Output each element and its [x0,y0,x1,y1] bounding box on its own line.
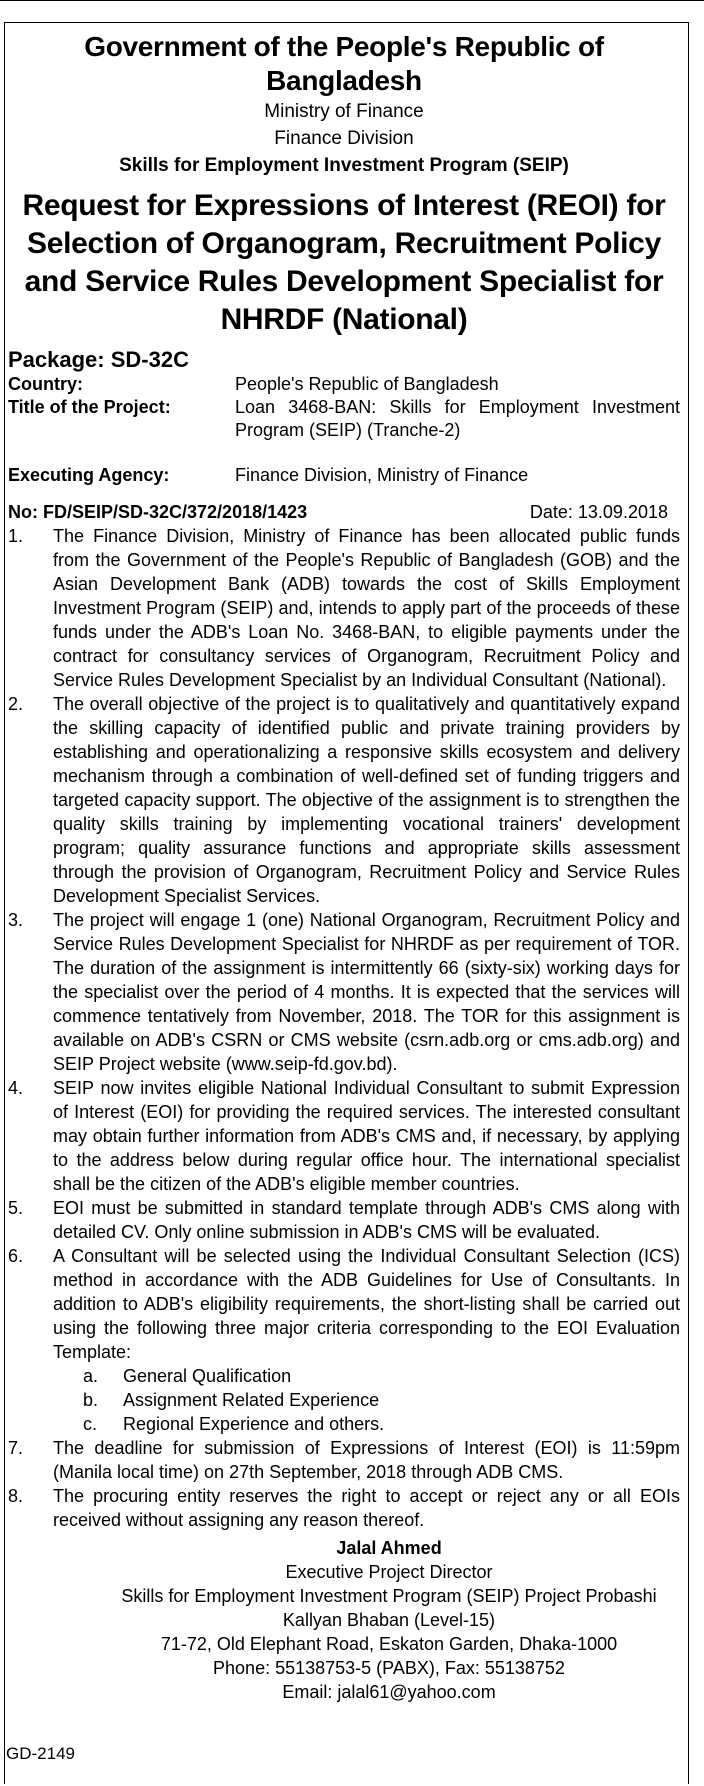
project-row [8,396,680,442]
criteria-text: Assignment Related Experience [123,1390,380,1410]
agency-value: Finance Division, Ministry of Finance [235,465,529,485]
program-line: Skills for Employment Investment Program (SEIP) [119,155,569,176]
criteria-text: General Qualification [123,1366,292,1386]
top-rule [0,0,704,1]
criteria-item [53,1388,680,1412]
agency-row [8,464,680,487]
item-text: The Finance Division, Ministry of Finance has been allocated public funds from the Government of the People's Republic of Bangladesh (GOB) and the Asian Development Bank (ADB) towards the cost of Skills Employment Investment Program (SEIP) and, intends to apply part of the proceeds of these funds under the ADB's Loan No. 3468-BAN, to eligible payments under the contract for consultancy services of Organogram, Recruitment Policy and Service Rules Development Specialist by an Individual Consultant (National). [53,526,680,690]
ministry-line: Ministry of Finance [264,101,424,122]
item-text: SEIP now invites eligible National Individual Consultant to submit Expression of Interest (EOI) for providing the required services. The interested consultant may obtain further information from ADB's CMS and, if necessary, by applying to the address below during regular office hour. The international specialist shall be the citizen of the ADB's eligible member countries. [53,1078,680,1194]
criteria-item [53,1412,680,1436]
government-heading: Government of the People's Republic of Bangladesh [84,31,604,96]
item-number: 3. [8,910,24,930]
list-item [8,908,680,1076]
item-text: The overall objective of the project is to qualitatively and quantitatively expand the skilling capacity of identified public and private training providers by establishing and operationalizing a responsive skills ecosystem and delivery mechanism through a combination of well-defined set of funding triggers and targeted capacity support. The objective of the assignment is to strengthen the quality skills training by implementing vocational trainers' development program; quality assurance functions and appropriate skills assessment through the provision of Organogram, Recruitment Policy and Service Rules Development Specialist Services. [53,694,680,906]
project-label: Title of the Project: [8,397,171,417]
country-label: Country: [8,374,83,394]
list-item [8,1076,680,1196]
title-line: Selection of Organogram, Recruitment Policy [27,227,661,260]
reference-number: No: FD/SEIP/SD-32C/372/2018/1423 [8,502,308,522]
signatory-phone: Phone: 55138753-5 (PABX), Fax: 55138752 [213,1658,565,1678]
list-item [8,1436,680,1484]
agency-label: Executing Agency: [8,465,170,485]
division-line: Finance Division [274,128,414,149]
item-number: 7. [8,1438,24,1458]
criteria-letter: c. [83,1414,98,1434]
list-item [8,1244,680,1364]
item-text: EOI must be submitted in standard template through ADB's CMS along with detailed CV. Only online submission in ADB's CMS will be evaluated. [53,1198,680,1242]
signatory-address: 71-72, Old Elephant Road, Eskaton Garden, Dhaka-1000 [160,1634,618,1654]
notice-title [8,187,680,339]
reference-date: Date: 13.09.2018 [529,502,668,522]
signature-block [8,1536,680,1704]
notice-content [8,30,680,1704]
title-line: Request for Expressions of Interest (REOI) for [22,189,666,222]
criteria-letter: a. [83,1366,99,1386]
package-number: Package: SD-32C [8,347,189,372]
signatory-name: Jalal Ahmed [336,1538,442,1558]
item-number: 2. [8,694,24,714]
title-line: NHRDF (National) [220,303,468,336]
item-text: A Consultant will be selected using the Individual Consultant Selection (ICS) method in accordance with the ADB Guidelines for Use of Consultants. In addition to ADB's eligibility requirements, the short-listing shall be carried out using the following three major criteria corresponding to the EOI Evaluation Template: [53,1246,680,1362]
item-text: The deadline for submission of Expressions of Interest (EOI) is 11:59pm (Manila local time) on 27th September, 2018 through ADB CMS. [53,1438,680,1482]
item-number: 1. [8,526,24,546]
item-number: 6. [8,1246,24,1266]
item-number: 4. [8,1078,24,1098]
signatory-email: Email: jalal61@yahoo.com [282,1682,496,1702]
project-value: Loan 3468-BAN: Skills for Employment Investment Program (SEIP) (Tranche-2) [235,397,680,440]
country-value: People's Republic of Bangladesh [235,374,499,394]
item-text: The project will engage 1 (one) National Organogram, Recruitment Policy and Service Rules Development Specialist for NHRDF as per requirement of TOR. The duration of the assignment is intermittently 66 (sixty-six) working days for the specialist over the period of 4 months. It is expected that the services will commence tentatively from November, 2018. The TOR for this assignment is available on ADB's CSRN or CMS website (csrn.adb.org or cms.adb.org) and SEIP Project website (www.seip-fd.gov.bd). [53,910,680,1074]
list-item [8,524,680,692]
signatory-office: Skills for Employment Investment Program (SEIP) Project Probashi [121,1586,657,1606]
list-item [8,1196,680,1244]
title-line: and Service Rules Development Specialist for [24,265,664,298]
criteria-list [53,1364,680,1436]
signatory-position: Executive Project Director [285,1562,493,1582]
list-item [8,692,680,908]
criteria-item [53,1364,680,1388]
list-item [8,1484,680,1532]
criteria-text: Regional Experience and others. [123,1414,385,1434]
country-row [8,373,680,396]
criteria-letter: b. [83,1390,99,1410]
item-text: The procuring entity reserves the right to accept or reject any or all EOIs received without assigning any reason thereof. [53,1486,680,1530]
item-number: 8. [8,1486,24,1506]
signatory-building: Kallyan Bhaban (Level-15) [282,1610,496,1630]
item-number: 5. [8,1198,24,1218]
reference-row [8,501,680,524]
footer-code: GD-2149 [6,1744,75,1763]
